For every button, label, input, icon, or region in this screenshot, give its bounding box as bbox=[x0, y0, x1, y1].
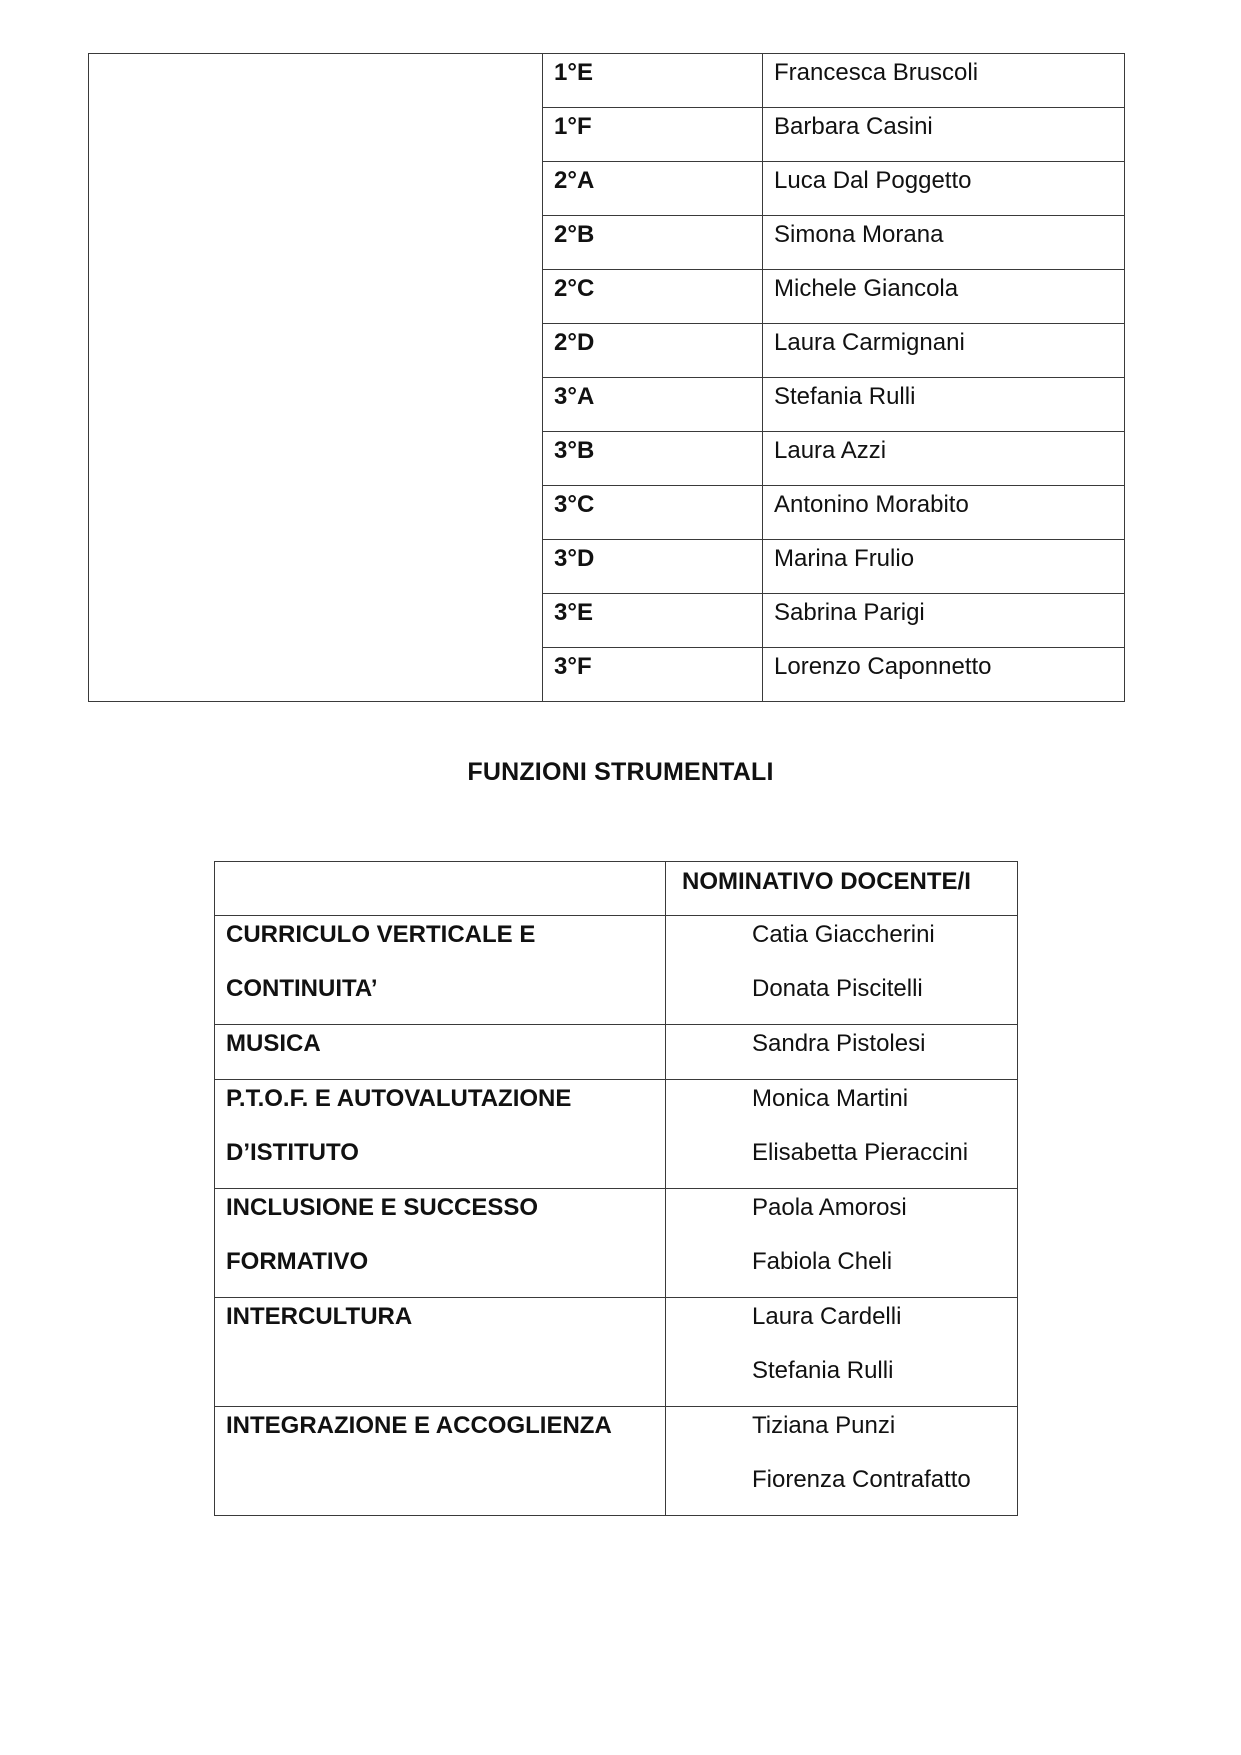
table-row bbox=[215, 1189, 1018, 1298]
area-line: P.T.O.F. E AUTOVALUTAZIONE bbox=[226, 1085, 572, 1112]
area-line: D’ISTITUTO bbox=[226, 1139, 359, 1166]
class-cell: 1°E bbox=[543, 54, 763, 108]
area-line: INTERCULTURA bbox=[226, 1303, 413, 1330]
class-cell: 3°D bbox=[543, 540, 763, 594]
teacher-cell: Marina Frulio bbox=[763, 540, 1125, 594]
area-cell bbox=[215, 916, 666, 1025]
teacher-cell: Lorenzo Caponnetto bbox=[763, 648, 1125, 702]
teacher-cell: Barbara Casini bbox=[763, 108, 1125, 162]
teacher-cell: Simona Morana bbox=[763, 216, 1125, 270]
area-line: INCLUSIONE E SUCCESSO bbox=[226, 1194, 539, 1221]
class-cell: 3°C bbox=[543, 486, 763, 540]
teacher-cell: Sabrina Parigi bbox=[763, 594, 1125, 648]
area-line: CONTINUITA’ bbox=[226, 975, 378, 1002]
area-line: MUSICA bbox=[226, 1030, 321, 1057]
area-cell bbox=[215, 1407, 666, 1516]
class-cell: 2°D bbox=[543, 324, 763, 378]
teacher-name: Catia Giaccherini bbox=[752, 921, 935, 948]
teacher-name: Fiorenza Contrafatto bbox=[752, 1466, 971, 1493]
class-cell: 3°E bbox=[543, 594, 763, 648]
table-row bbox=[215, 1407, 1018, 1516]
class-cell: 3°B bbox=[543, 432, 763, 486]
teacher-cell: Luca Dal Poggetto bbox=[763, 162, 1125, 216]
teacher-name: Fabiola Cheli bbox=[752, 1248, 893, 1275]
teacher-name: Elisabetta Pieraccini bbox=[752, 1139, 969, 1166]
area-line: INTEGRAZIONE E ACCOGLIENZA bbox=[226, 1412, 612, 1439]
teacher-cell: Laura Carmignani bbox=[763, 324, 1125, 378]
names-cell bbox=[666, 1407, 1018, 1516]
teacher-cell: Stefania Rulli bbox=[763, 378, 1125, 432]
names-cell bbox=[666, 916, 1018, 1025]
names-cell bbox=[666, 1298, 1018, 1407]
teacher-name: Paola Amorosi bbox=[752, 1194, 907, 1221]
names-cell bbox=[666, 1189, 1018, 1298]
area-cell bbox=[215, 1080, 666, 1189]
table-row bbox=[215, 1080, 1018, 1189]
class-coordinators-table bbox=[88, 53, 1125, 702]
header-cell-names: NOMINATIVO DOCENTE/I bbox=[666, 862, 1018, 916]
teacher-name: Monica Martini bbox=[752, 1085, 909, 1112]
table-row bbox=[215, 916, 1018, 1025]
area-cell bbox=[215, 1298, 666, 1407]
area-cell bbox=[215, 1189, 666, 1298]
teacher-cell: Antonino Morabito bbox=[763, 486, 1125, 540]
empty-merged-cell bbox=[89, 54, 543, 702]
teacher-name: Sandra Pistolesi bbox=[752, 1030, 926, 1057]
class-cell: 1°F bbox=[543, 108, 763, 162]
teacher-cell: Michele Giancola bbox=[763, 270, 1125, 324]
table-row bbox=[89, 54, 1125, 108]
class-coordinators-body bbox=[89, 54, 1125, 702]
teacher-cell: Laura Azzi bbox=[763, 432, 1125, 486]
class-cell: 3°A bbox=[543, 378, 763, 432]
table-row bbox=[215, 1298, 1018, 1407]
funzioni-strumentali-body bbox=[215, 862, 1018, 1516]
area-line: CURRICULO VERTICALE E bbox=[226, 921, 536, 948]
teacher-name: Tiziana Punzi bbox=[752, 1412, 896, 1439]
teacher-cell: Francesca Bruscoli bbox=[763, 54, 1125, 108]
funzioni-strumentali-table bbox=[214, 861, 1018, 1516]
class-cell: 2°A bbox=[543, 162, 763, 216]
names-cell bbox=[666, 1080, 1018, 1189]
teacher-name: Donata Piscitelli bbox=[752, 975, 923, 1002]
teacher-name: Stefania Rulli bbox=[752, 1357, 894, 1384]
class-cell: 2°B bbox=[543, 216, 763, 270]
section-title: FUNZIONI STRUMENTALI bbox=[467, 758, 774, 786]
teacher-name: Laura Cardelli bbox=[752, 1303, 902, 1330]
class-cell: 3°F bbox=[543, 648, 763, 702]
class-cell: 2°C bbox=[543, 270, 763, 324]
area-line: FORMATIVO bbox=[226, 1248, 369, 1275]
